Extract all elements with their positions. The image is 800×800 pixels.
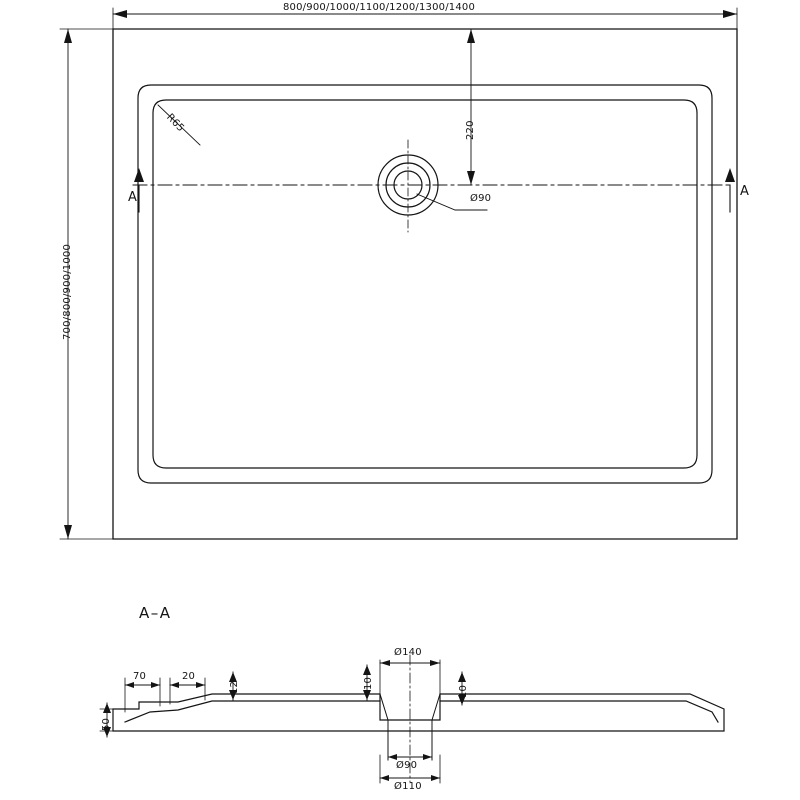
section-arrow-right xyxy=(725,168,735,212)
tray-basin-inner xyxy=(153,100,697,468)
label-height-dimension: 700/800/900/1000 xyxy=(62,243,73,340)
label-corner-radius: R65 xyxy=(164,112,187,135)
label-width-dimension: 800/900/1000/1100/1200/1300/1400 xyxy=(283,2,476,13)
label-section-mark-left: A xyxy=(128,190,138,205)
tray-outline xyxy=(113,29,737,539)
label-inner-depth: 12 xyxy=(229,680,240,694)
label-drain-depth-left: 10 xyxy=(363,676,374,690)
label-tray-height: 50 xyxy=(101,717,112,731)
tray-basin-outer xyxy=(138,85,712,483)
dimension-70 xyxy=(125,678,160,712)
label-step-width: 20 xyxy=(182,671,196,682)
label-drain-depth-right: 10 xyxy=(458,684,469,698)
label-section-mark-right: A xyxy=(740,184,750,199)
label-edge-width: 70 xyxy=(133,671,147,682)
label-drain-hole: Ø90 xyxy=(396,760,418,771)
label-drain-outer: Ø110 xyxy=(394,781,422,792)
label-drain-diameter: Ø90 xyxy=(470,193,492,204)
dimension-drain-offset xyxy=(400,29,478,185)
label-section-title: A–A xyxy=(139,604,172,622)
label-drain-offset: 220 xyxy=(465,120,476,140)
label-drain-flange-top: Ø140 xyxy=(394,647,422,658)
